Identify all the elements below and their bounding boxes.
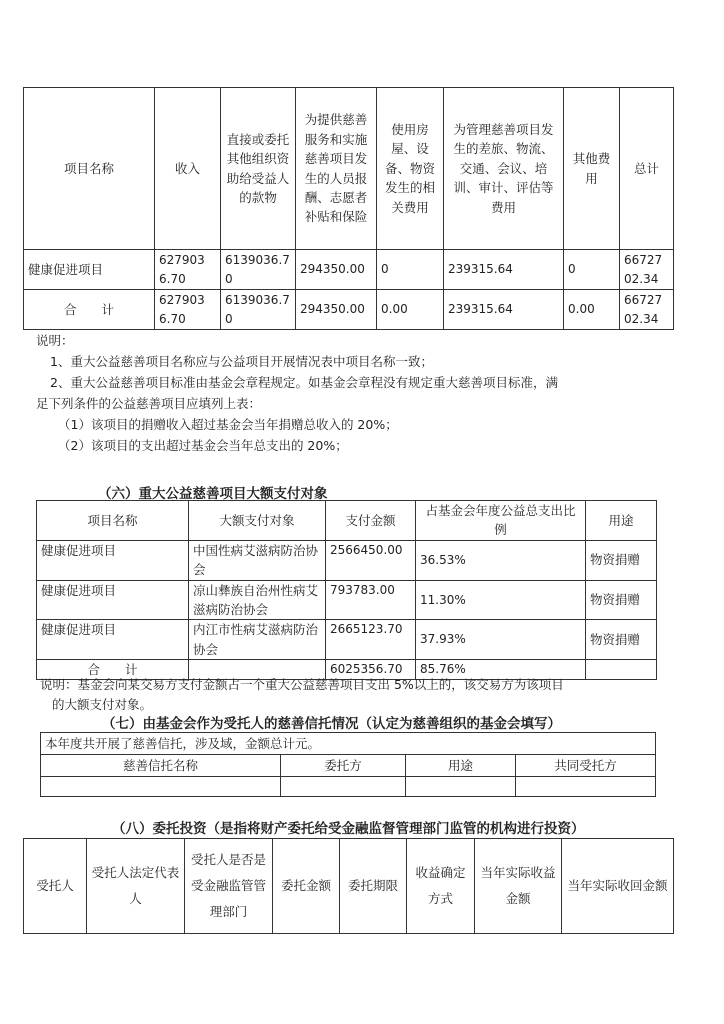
- header-income-method: 收益确定方式: [407, 839, 475, 934]
- table-row: [41, 777, 656, 797]
- cell: 6279036.70: [155, 250, 221, 290]
- header-income: 收入: [155, 88, 221, 250]
- header-purpose: 用途: [586, 501, 657, 541]
- table-row: [24, 290, 674, 330]
- note-line: （2）该项目的支出超过基金会当年总支出的 20%；: [58, 438, 348, 453]
- cell: 0.00: [564, 290, 620, 330]
- header-admin-cost: 为管理慈善项目发生的差旅、物流、交通、会议、培训、审计、评估等费用: [444, 88, 564, 250]
- header-regulated: 受托人是否是受金融监管管理部门: [185, 839, 273, 934]
- cell: 6025356.70: [326, 660, 416, 680]
- cell: 0: [564, 250, 620, 290]
- header-purpose: 用途: [406, 755, 516, 777]
- cell: 6672702.34: [620, 290, 674, 330]
- cell: 内江市性病艾滋病防治协会: [189, 620, 326, 660]
- cell: 239315.64: [444, 250, 564, 290]
- note-label: 说明：: [36, 333, 74, 348]
- table-row: [24, 250, 674, 290]
- header-trust-name: 慈善信托名称: [41, 755, 281, 777]
- header-facility-cost: 使用房屋、设备、物资发生的相关费用: [377, 88, 444, 250]
- header-other-cost: 其他费用: [564, 88, 620, 250]
- cell: 合 计: [24, 290, 155, 330]
- note-line: （1）该项目的捐赠收入超过基金会当年捐赠总收入的 20%；: [58, 417, 398, 432]
- cell: [41, 777, 281, 797]
- cell: 健康促进项目: [37, 580, 189, 620]
- section-title: （八）委托投资（是指将财产委托给受金融监督管理部门监管的机构进行投资）: [112, 821, 585, 837]
- table-row: [37, 580, 657, 620]
- header-trustor: 委托方: [281, 755, 406, 777]
- large-payment-table: [36, 500, 657, 680]
- cell: 6139036.70: [221, 290, 296, 330]
- major-projects-table: [23, 87, 674, 330]
- table-row: [37, 620, 657, 660]
- cell: 2665123.70: [326, 620, 416, 660]
- cell: 中国性病艾滋病防治协会: [189, 540, 326, 580]
- cell: 物资捐赠: [586, 540, 657, 580]
- header-payee: 大额支付对象: [189, 501, 326, 541]
- cell: 物资捐赠: [586, 620, 657, 660]
- cell: [586, 660, 657, 680]
- header-term: 委托期限: [340, 839, 407, 934]
- cell: 健康促进项目: [24, 250, 155, 290]
- cell: 6279036.70: [155, 290, 221, 330]
- header-direct-aid: 直接或委托其他组织资助给受益人的款物: [221, 88, 296, 250]
- cell: 2566450.00: [326, 540, 416, 580]
- header-project-name: 项目名称: [24, 88, 155, 250]
- header-actual-recovered: 当年实际收回金额: [562, 839, 674, 934]
- header-trustee: 受托人: [24, 839, 87, 934]
- section-title: （六）重大公益慈善项目大额支付对象: [98, 486, 328, 502]
- cell: 物资捐赠: [586, 580, 657, 620]
- header-staff-cost: 为提供慈善服务和实施慈善项目发生的人员报酬、志愿者补贴和保险: [296, 88, 377, 250]
- cell: 239315.64: [444, 290, 564, 330]
- cell: 793783.00: [326, 580, 416, 620]
- cell: 0.00: [377, 290, 444, 330]
- trust-summary: 本年度共开展了慈善信托，涉及域，金额总计元。: [41, 733, 656, 755]
- cell: 6139036.70: [221, 250, 296, 290]
- note-line: 足下列条件的公益慈善项目应填列上表：: [36, 396, 262, 411]
- note-line: 1、重大公益慈善项目名称应与公益项目开展情况表中项目名称一致；: [50, 354, 433, 369]
- header-amount: 委托金额: [273, 839, 340, 934]
- section-title: （七）由基金会作为受托人的慈善信托情况（认定为慈善组织的基金会填写）: [102, 716, 561, 732]
- cell: 36.53%: [416, 540, 586, 580]
- header-co-trustee: 共同受托方: [516, 755, 656, 777]
- header-project-name: 项目名称: [37, 501, 189, 541]
- cell: [516, 777, 656, 797]
- cell: 0: [377, 250, 444, 290]
- header-actual-income: 当年实际收益金额: [475, 839, 562, 934]
- cell: 294350.00: [296, 250, 377, 290]
- cell: 85.76%: [416, 660, 586, 680]
- header-ratio: 占基金会年度公益总支出比例: [416, 501, 586, 541]
- cell: [406, 777, 516, 797]
- cell: 健康促进项目: [37, 540, 189, 580]
- note-line: 的大额支付对象。: [52, 697, 153, 712]
- cell: 6672702.34: [620, 250, 674, 290]
- cell: 凉山彝族自治州性病艾滋病防治协会: [189, 580, 326, 620]
- cell: 合 计: [37, 660, 189, 680]
- cell: 11.30%: [416, 580, 586, 620]
- note-line: 2、重大公益慈善项目标准由基金会章程规定。如基金会章程没有规定重大慈善项目标准，满: [50, 375, 558, 390]
- cell: 37.93%: [416, 620, 586, 660]
- cell: 健康促进项目: [37, 620, 189, 660]
- header-amount: 支付金额: [326, 501, 416, 541]
- note-line: 说明：基金会向某交易方支付金额占一个重大公益慈善项目支出 5%以上的，该交易方为该项目: [40, 677, 564, 692]
- header-total: 总计: [620, 88, 674, 250]
- header-legal-rep: 受托人法定代表人: [87, 839, 185, 934]
- cell: [281, 777, 406, 797]
- table-row: [37, 540, 657, 580]
- cell: 294350.00: [296, 290, 377, 330]
- charitable-trust-table: [40, 732, 656, 797]
- entrusted-investment-table: [23, 838, 674, 934]
